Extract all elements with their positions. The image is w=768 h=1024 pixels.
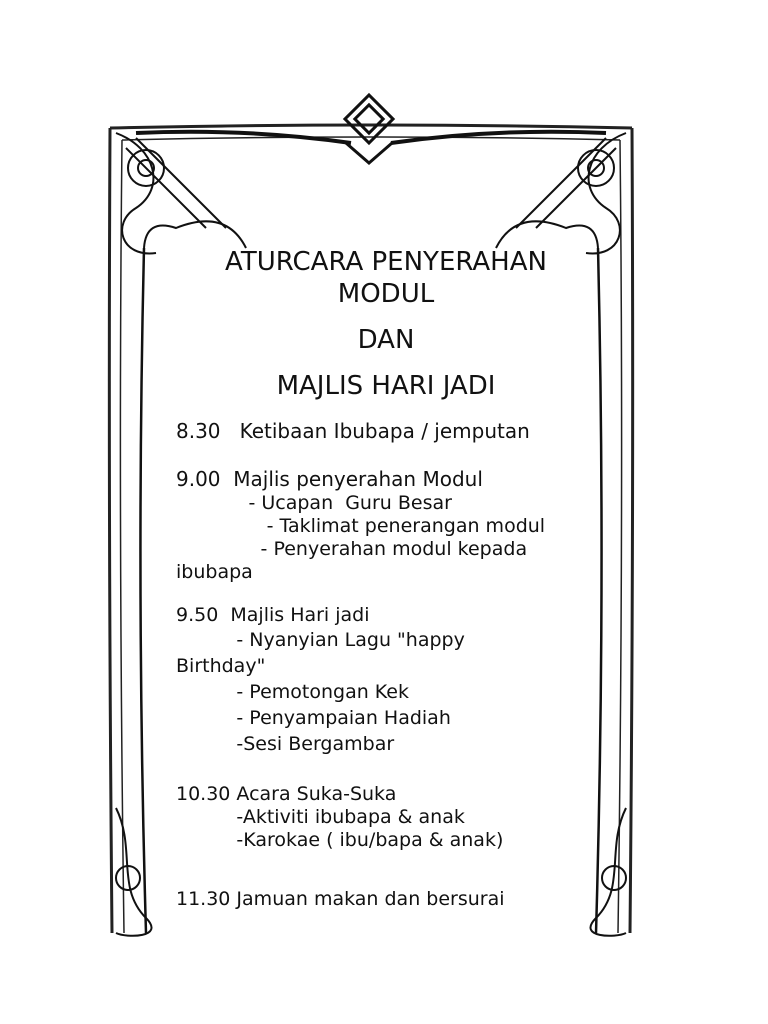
schedule-item: 10.30 Acara Suka-Suka bbox=[176, 783, 397, 805]
schedule-subitem: - Ucapan Guru Besar bbox=[176, 492, 452, 514]
page-title-line2: MODUL bbox=[337, 279, 435, 309]
schedule-item: 9.50 Majlis Hari jadi bbox=[176, 604, 370, 626]
schedule-subitem: - Penyerahan modul kepada bbox=[176, 538, 528, 560]
schedule-item: 9.00 Majlis penyerahan Modul bbox=[176, 467, 483, 491]
page-title-line3: DAN bbox=[357, 325, 415, 355]
knot-ornament-icon bbox=[345, 95, 393, 163]
cut-off-text bbox=[176, 888, 596, 910]
page-title-line4: MAJLIS HARI JADI bbox=[276, 371, 496, 401]
schedule-subitem: Birthday" bbox=[176, 655, 266, 677]
schedule-subitem: -Sesi Bergambar bbox=[176, 733, 395, 755]
schedule-subitem: -Karokae ( ibu/bapa & anak) bbox=[176, 829, 504, 851]
schedule-subitem: - Pemotongan Kek bbox=[176, 681, 410, 703]
page-title: ATURCARA PENYERAHAN bbox=[225, 247, 547, 277]
schedule-subitem: -Aktiviti ibubapa & anak bbox=[176, 806, 465, 828]
schedule-content bbox=[176, 246, 596, 852]
schedule-subitem: ibubapa bbox=[176, 561, 253, 583]
schedule-item: 8.30 Ketibaan Ibubapa / jemputan bbox=[176, 419, 530, 443]
schedule-subitem: - Penyampaian Hadiah bbox=[176, 707, 451, 729]
schedule-item-cut: 11.30 Jamuan makan dan bersurai bbox=[176, 888, 505, 910]
schedule-subitem: - Taklimat penerangan modul bbox=[176, 515, 546, 537]
schedule-subitem: - Nyanyian Lagu "happy bbox=[176, 629, 465, 651]
